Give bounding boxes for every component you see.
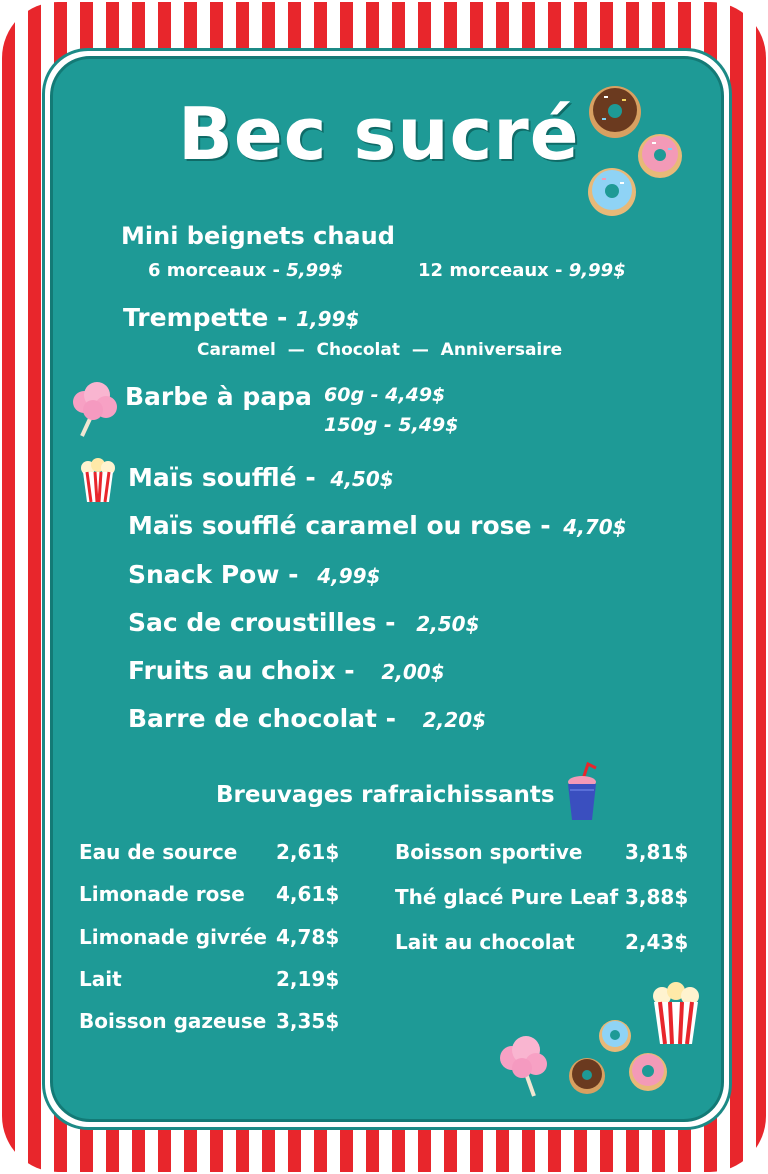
drink-name: Thé glacé Pure Leaf — [395, 885, 619, 909]
drink-price: 3,88$ — [625, 885, 689, 909]
drinks-heading: Breuvages rafraichissants — [216, 782, 555, 808]
slush-cup-icon — [562, 762, 602, 824]
drink-name: Limonade givrée — [79, 925, 267, 949]
menu-title: Bec sucré — [178, 92, 580, 176]
beignets-option-1 — [148, 260, 343, 281]
snack-item — [128, 560, 380, 589]
barbe-option-1: 60g - 4,49$ — [324, 384, 446, 406]
snack-price: 2,50$ — [416, 612, 480, 636]
beignets-option-2-price: 9,99$ — [568, 260, 626, 281]
beignets-option-2-label: 12 morceaux - — [418, 260, 569, 281]
popcorn-icon — [78, 458, 118, 504]
bottom-decoration — [498, 982, 708, 1102]
snack-price: 4,99$ — [317, 564, 381, 588]
drink-name: Boisson sportive — [395, 840, 583, 864]
donut-icon — [629, 1053, 667, 1091]
donut-icon — [589, 86, 641, 138]
drink-price: 2,43$ — [625, 930, 689, 954]
beignets-option-1-label: 6 morceaux - — [148, 260, 287, 281]
snack-price: 2,00$ — [381, 660, 445, 684]
snack-price: 4,50$ — [330, 467, 394, 491]
snack-name: Snack Pow - — [128, 560, 308, 589]
snack-item — [128, 463, 394, 492]
drink-price: 3,81$ — [625, 840, 689, 864]
drink-name: Eau de source — [79, 840, 238, 864]
donut-icon — [569, 1058, 605, 1094]
beignets-name: Mini beignets chaud — [121, 222, 395, 250]
trempette-price: 1,99$ — [296, 307, 360, 331]
drink-price: 2,61$ — [276, 840, 340, 864]
snack-name: Fruits au choix - — [128, 656, 364, 685]
trempette-flavors: Caramel — Chocolat — Anniversaire — [197, 340, 563, 360]
beignets-option-2 — [418, 260, 626, 281]
snack-item — [128, 656, 445, 685]
drink-price: 4,61$ — [276, 882, 340, 906]
drink-price: 3,35$ — [276, 1009, 340, 1033]
popcorn-icon — [653, 982, 699, 1044]
donut-icon — [588, 168, 636, 216]
cotton-candy-icon — [500, 1036, 547, 1096]
donut-icon — [638, 134, 682, 178]
snack-price: 2,20$ — [422, 708, 487, 732]
barbe-option-2: 150g - 5,49$ — [324, 414, 459, 436]
donut-icon-cluster — [582, 84, 692, 220]
snack-name: Maïs soufflé - — [128, 463, 325, 492]
drink-name: Boisson gazeuse — [79, 1009, 267, 1033]
snack-price: 4,70$ — [563, 515, 627, 539]
barbe-name: Barbe à papa — [125, 382, 312, 411]
snack-item — [128, 608, 480, 637]
snack-item — [128, 511, 627, 540]
snack-name: Sac de croustilles - — [128, 608, 405, 637]
drink-name: Limonade rose — [79, 882, 245, 906]
drink-name: Lait au chocolat — [395, 930, 575, 954]
drink-price: 4,78$ — [276, 925, 340, 949]
snack-name: Maïs soufflé caramel ou rose - — [128, 511, 560, 540]
donut-icon — [599, 1020, 631, 1052]
snack-item — [128, 704, 486, 733]
drink-name: Lait — [79, 967, 122, 991]
snack-name: Barre de chocolat - — [128, 704, 405, 733]
drink-price: 2,19$ — [276, 967, 340, 991]
cotton-candy-icon — [70, 380, 120, 438]
trempette-line — [123, 303, 359, 332]
beignets-option-1-price: 5,99$ — [286, 260, 344, 281]
trempette-name: Trempette - — [123, 303, 297, 332]
